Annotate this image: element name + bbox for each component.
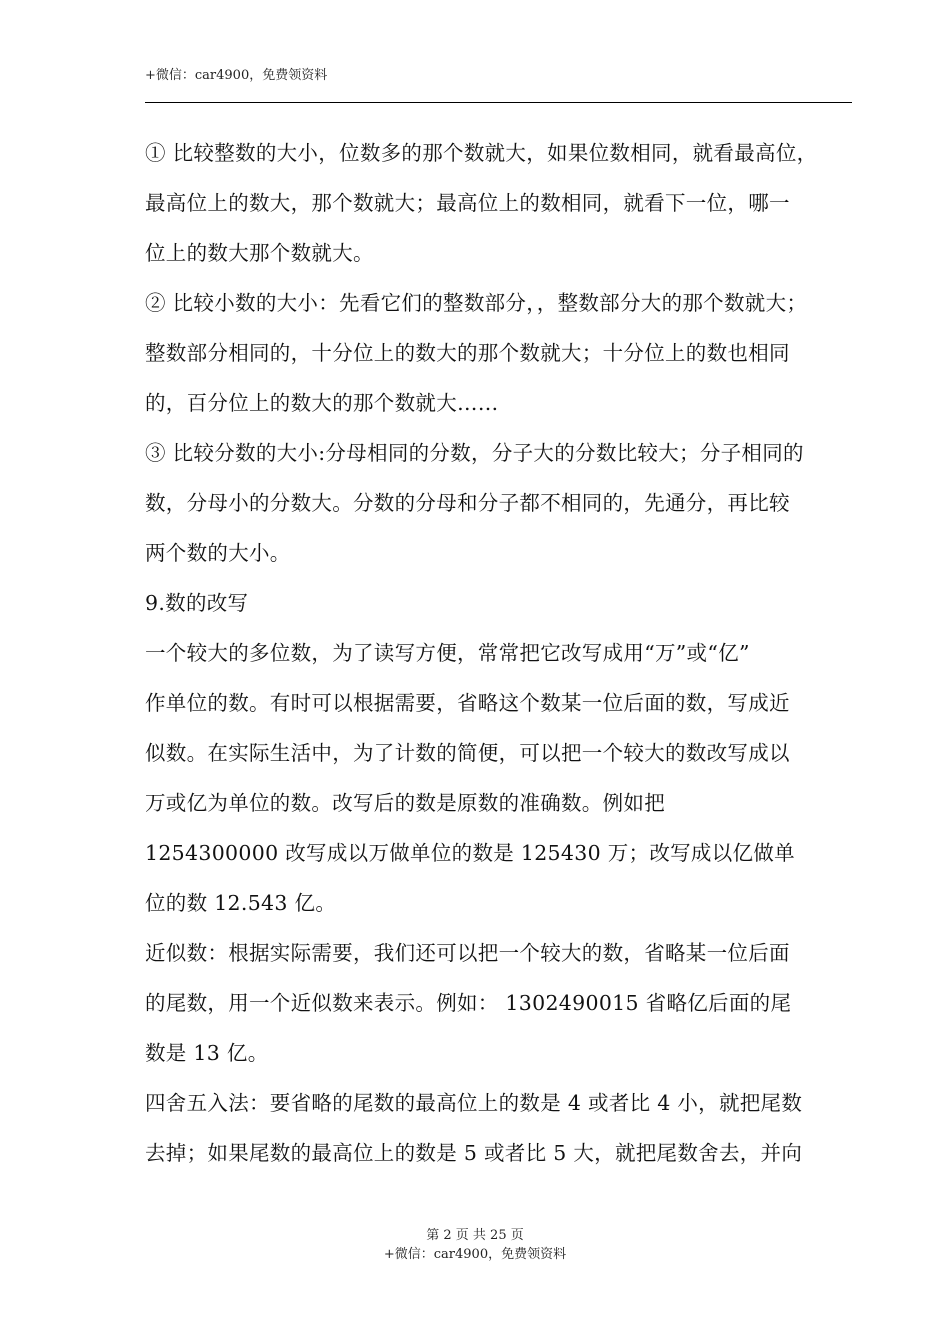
paragraph-compare-decimals: [145, 278, 855, 428]
text-line: ① 比较整数的大小，位数多的那个数就大，如果位数相同，就看最高位，: [145, 141, 818, 165]
text-line: ③ 比较分数的大小:分母相同的分数，分子大的分数比较大；分子相同的: [145, 441, 804, 465]
text-line: ② 比较小数的大小：先看它们的整数部分，，整数部分大的那个数就大；: [145, 291, 808, 315]
section-heading-rewrite-numbers: [145, 578, 855, 628]
text-line: 1254300000 改写成以万做单位的数是 125430 万；改写成以亿做单: [145, 841, 795, 865]
paragraph-rounding-rule: [145, 1078, 855, 1178]
document-body: [145, 128, 855, 1178]
text-line: 位的数 12.543 亿。: [145, 891, 337, 915]
paragraph-rewrite-large-numbers: [145, 628, 855, 928]
paragraph-compare-integers: [145, 128, 855, 278]
header-divider: [145, 102, 852, 103]
text-line: 万或亿为单位的数。改写后的数是原数的准确数。例如把: [145, 791, 665, 815]
text-line: 两个数的大小。: [145, 541, 291, 565]
text-line: 的，百分位上的数大的那个数就大……: [145, 391, 499, 415]
text-line: 数，分母小的分数大。分数的分母和分子都不相同的，先通分，再比较: [145, 491, 790, 515]
text-line: 的尾数，用一个近似数来表示。例如： 1302490015 省略亿后面的尾: [145, 991, 792, 1015]
text-line: 位上的数大那个数就大。: [145, 241, 374, 265]
text-line: 数是 13 亿。: [145, 1041, 269, 1065]
header-note: +微信：car4900，免费领资料: [145, 68, 328, 83]
text-line: 四舍五入法：要省略的尾数的最高位上的数是 4 或者比 4 小，就把尾数: [145, 1091, 803, 1115]
page-number: 第 2 页 共 25 页: [426, 1228, 524, 1243]
footer-note: +微信：car4900，免费领资料: [383, 1247, 567, 1262]
paragraph-approximate-numbers: [145, 928, 855, 1078]
paragraph-compare-fractions: [145, 428, 855, 578]
text-line: 一个较大的多位数，为了读写方便，常常把它改写成用“万”或“亿”: [145, 641, 750, 665]
text-line: 作单位的数。有时可以根据需要，省略这个数某一位后面的数，写成近: [145, 691, 790, 715]
text-line: 近似数：根据实际需要，我们还可以把一个较大的数，省略某一位后面: [145, 941, 790, 965]
section-heading: 9.数的改写: [145, 591, 249, 615]
text-line: 最高位上的数大，那个数就大；最高位上的数相同，就看下一位，哪一: [145, 191, 790, 215]
text-line: 整数部分相同的，十分位上的数大的那个数就大；十分位上的数也相同: [145, 341, 790, 365]
text-line: 去掉；如果尾数的最高位上的数是 5 或者比 5 大，就把尾数舍去，并向: [145, 1141, 803, 1165]
text-line: 似数。在实际生活中，为了计数的简便，可以把一个较大的数改写成以: [145, 741, 790, 765]
